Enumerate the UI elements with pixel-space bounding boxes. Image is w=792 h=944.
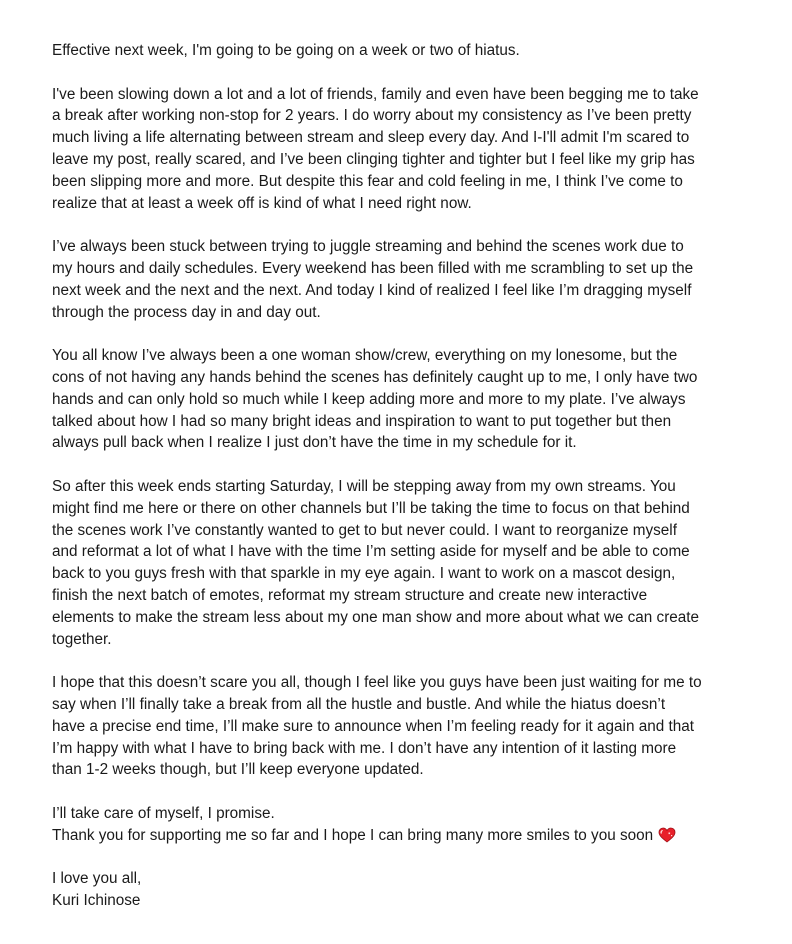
text-line: next week and the next and the next. And today I kind of realized I feel like I’m dragging myself bbox=[52, 281, 692, 299]
closing-line: I love you all, bbox=[52, 870, 142, 888]
signature-name: Kuri Ichinose bbox=[52, 892, 141, 910]
text-line: I’ll take care of myself, I promise. bbox=[52, 804, 275, 822]
text-line: Effective next week, I'm going to be going on a week or two of hiatus. bbox=[52, 42, 520, 59]
signoff-paragraph bbox=[52, 868, 764, 912]
plans-paragraph bbox=[52, 476, 764, 650]
schedule-paragraph bbox=[52, 236, 764, 323]
text-line: than 1-2 weeks though, but I’ll keep everyone updated. bbox=[52, 761, 424, 779]
text-line: leave my post, really scared, and I’ve been clinging tighter and tighter but I feel like my grip has bbox=[52, 150, 695, 168]
text-line: through the process day in and day out. bbox=[52, 303, 321, 321]
reason-paragraph bbox=[52, 84, 764, 215]
text-line: So after this week ends starting Saturday, I will be stepping away from my own streams. You bbox=[52, 477, 676, 495]
text-line: hands and can only hold so much while I keep adding more and more to my plate. I’ve always bbox=[52, 390, 686, 408]
text-line: together. bbox=[52, 630, 112, 648]
text-line: realize that at least a week off is kind of what I need right now. bbox=[52, 194, 472, 212]
thank-you-line bbox=[52, 825, 764, 847]
document-body bbox=[52, 40, 764, 934]
text-line: You all know I’ve always been a one woman show/crew, everything on my lonesome, but the bbox=[52, 347, 678, 365]
text-line: have a precise end time, I’ll make sure to announce when I’m feeling ready for it again and that bbox=[52, 717, 694, 735]
text-line: a break after working non-stop for 2 years. I do worry about my consistency as I’ve been pretty bbox=[52, 107, 692, 125]
text-line: always pull back when I realize I just don’t have the time in my schedule for it. bbox=[52, 434, 577, 452]
text-line: I’m happy with what I have to bring back with me. I don’t have any intention of it lasting more bbox=[52, 739, 677, 757]
thank-you-paragraph bbox=[52, 803, 764, 847]
one-woman-show-paragraph bbox=[52, 345, 764, 454]
text-line: cons of not having any hands behind the scenes has definitely caught up to me, I only have two bbox=[52, 368, 698, 386]
text-line: the scenes work I’ve constantly wanted to get to but never could. I want to reorganize myself bbox=[52, 521, 677, 539]
text-line: might find me here or there on other channels but I’ll be taking the time to focus on that behind bbox=[52, 499, 690, 517]
reassurance-paragraph bbox=[52, 672, 764, 781]
text-line: finish the next batch of emotes, reformat my stream structure and create new interactive bbox=[52, 586, 648, 604]
text-line: I've been slowing down a lot and a lot of friends, family and even have been begging me to take bbox=[52, 85, 699, 103]
text-line: Thank you for supporting me so far and I hope I can bring many more smiles to you soon bbox=[52, 826, 654, 844]
text-line: I’ve always been stuck between trying to juggle streaming and behind the scenes work due to bbox=[52, 238, 684, 256]
text-line: and reformat a lot of what I have with the time I’m setting aside for myself and be able to come bbox=[52, 543, 690, 561]
text-line: say when I’ll finally take a break from all the hustle and bustle. And while the hiatus doesn’t bbox=[52, 695, 666, 713]
text-line: back to you guys fresh with that sparkle in my eye again. I want to work on a mascot design, bbox=[52, 565, 676, 583]
announcement-paragraph bbox=[52, 40, 764, 62]
sparkling-heart-icon bbox=[658, 827, 676, 843]
text-line: talked about how I had so many bright ideas and inspiration to want to put together but then bbox=[52, 412, 672, 430]
text-line: much living a life alternating between stream and sleep every day. And I-I'll admit I'm scared to bbox=[52, 129, 690, 147]
text-line: been slipping more and more. But despite this fear and cold feeling in me, I think I’ve come to bbox=[52, 172, 683, 190]
text-line: elements to make the stream less about my one man show and more about what we can create bbox=[52, 608, 700, 626]
text-line: my hours and daily schedules. Every weekend has been filled with me scrambling to set up the bbox=[52, 259, 694, 277]
text-line: I hope that this doesn’t scare you all, though I feel like you guys have been just waiting for me to bbox=[52, 674, 702, 692]
